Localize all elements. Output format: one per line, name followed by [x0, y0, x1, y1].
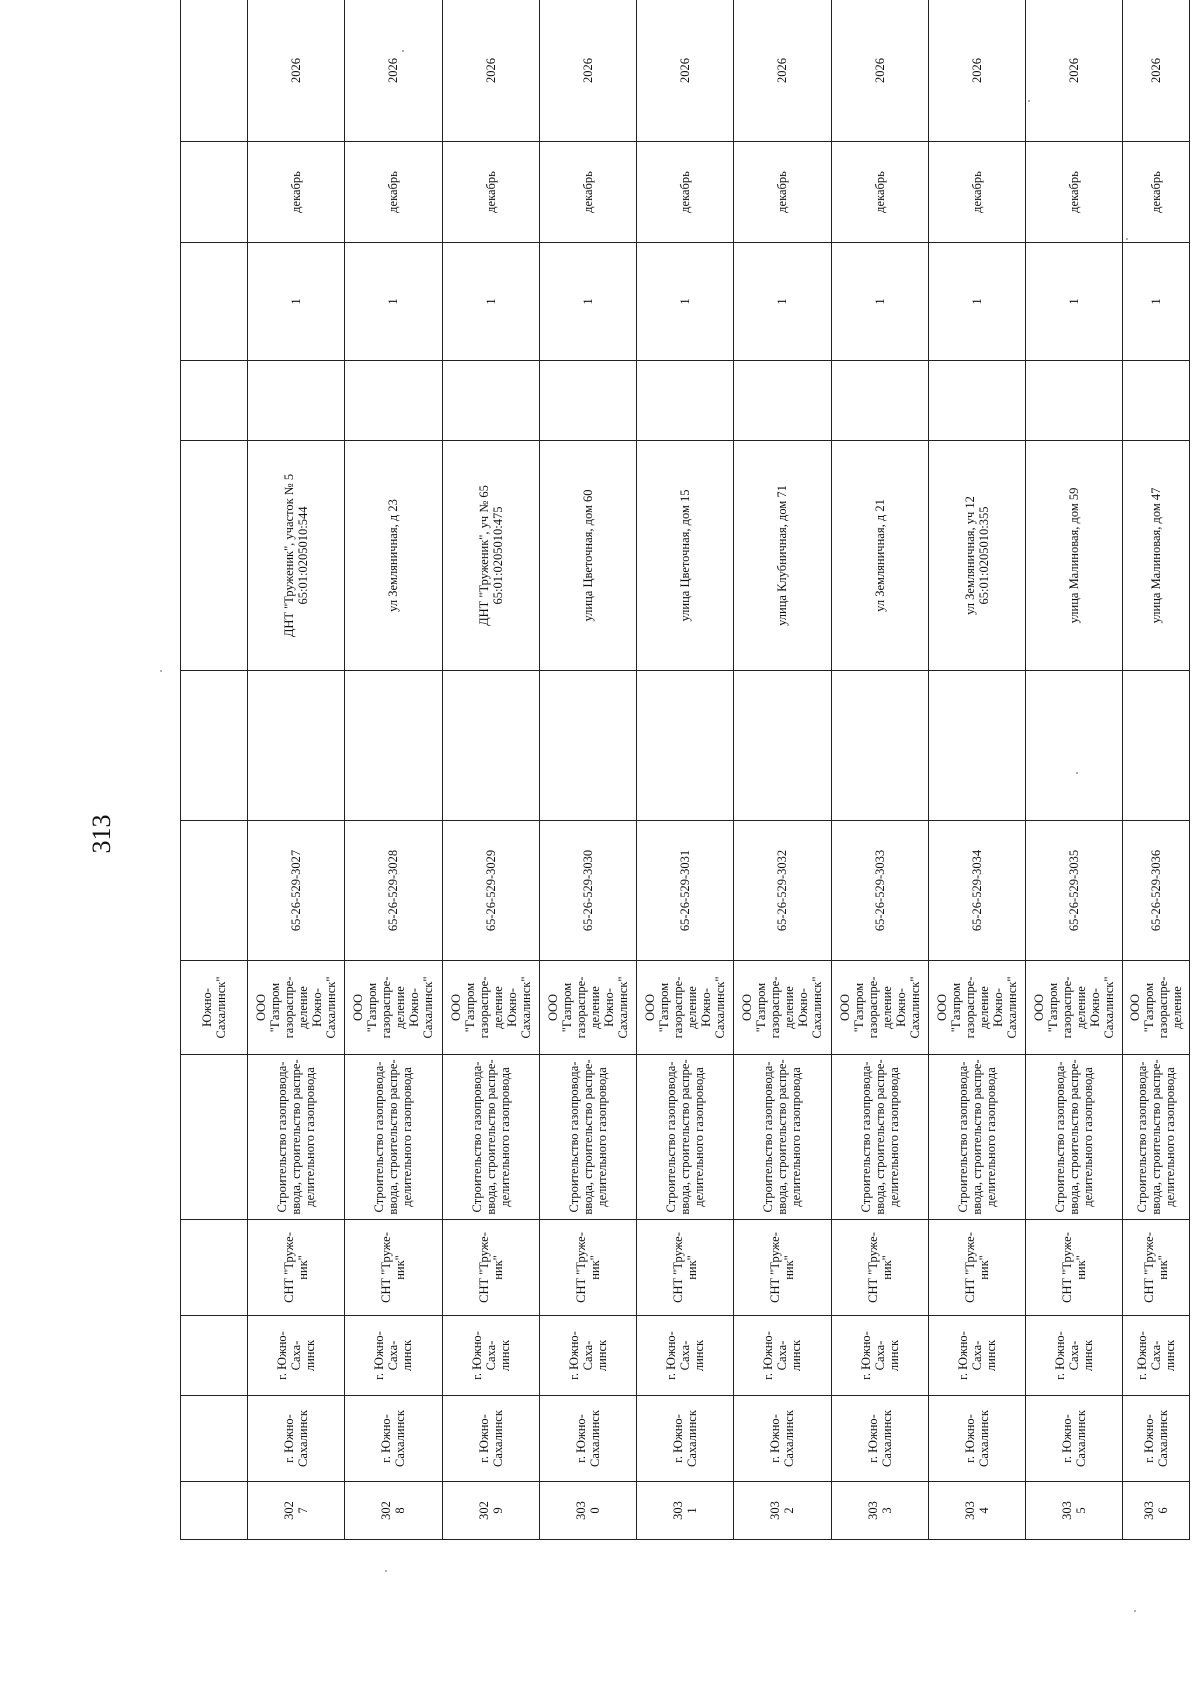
month-cell: декабрь [248, 142, 345, 243]
month-cell: декабрь [442, 142, 539, 243]
month-cell: декабрь [637, 142, 734, 243]
district-cell: г. Южно- Сахалинск [345, 1396, 442, 1482]
table-row [1026, 0, 1123, 1540]
row-number: 303 2 [734, 1482, 831, 1540]
city-cell: г. Южно- Саха- линск [248, 1316, 345, 1396]
year-cell: 2026 [1123, 0, 1190, 142]
row-number: 303 3 [831, 1482, 928, 1540]
work-description-cell: Строительство газопровода- ввода, строительство распре- делительного газопровода [831, 1055, 928, 1220]
district-cell: г. Южно- Сахалинск [539, 1396, 636, 1482]
registry-code-cell: 65-26-529-3035 [1026, 821, 1123, 961]
row-number: 303 5 [1026, 1482, 1123, 1540]
city-cell: г. Южно- Саха- линск [442, 1316, 539, 1396]
blank-cell [345, 361, 442, 441]
district-cell: г. Южно- Сахалинск [734, 1396, 831, 1482]
address-cell: ДНТ "Труженик", участок № 5 65:01:0205010:544 [248, 441, 345, 671]
district-cell: г. Южно- Сахалинск [831, 1396, 928, 1482]
city-cell: г. Южно- Саха- линск [831, 1316, 928, 1396]
extra-cell [248, 671, 345, 821]
registry-code-cell: 65-26-529-3027 [248, 821, 345, 961]
work-description-cell: Строительство газопровода- ввода, строительство распре- делительного газопровода [539, 1055, 636, 1220]
organization-cell: СНТ "Труже- ник" [637, 1220, 734, 1316]
extra-cell [1123, 671, 1190, 821]
table-row [539, 0, 636, 1540]
blank-cell [442, 361, 539, 441]
registry-code-cell: 65-26-529-3028 [345, 821, 442, 961]
executor-cell: ООО "Газпром газораспре- деление Южно- Сахалинск" [734, 961, 831, 1055]
blank-cell [248, 361, 345, 441]
district-cell: г. Южно- Сахалинск [928, 1396, 1025, 1482]
district-cell: г. Южно- Сахалинск [1123, 1396, 1190, 1482]
quantity-cell: 1 [1123, 243, 1190, 361]
organization-cell: СНТ "Труже- ник" [734, 1220, 831, 1316]
extra-cell [1026, 671, 1123, 821]
quantity-cell: 1 [734, 243, 831, 361]
address-cell: улица Малиновая, дом 59 [1026, 441, 1123, 671]
row-number: 303 6 [1123, 1482, 1190, 1540]
registry-code-cell: 65-26-529-3029 [442, 821, 539, 961]
registry-code-cell: 65-26-529-3030 [539, 821, 636, 961]
extra-cell [345, 671, 442, 821]
city-cell: г. Южно- Саха- линск [928, 1316, 1025, 1396]
table-row [734, 0, 831, 1540]
quantity-cell: 1 [539, 243, 636, 361]
extra-cell [734, 671, 831, 821]
registry-code-cell: 65-26-529-3034 [928, 821, 1025, 961]
quantity-cell: 1 [928, 243, 1025, 361]
year-cell: 2026 [928, 0, 1025, 142]
scan-speck [385, 1570, 387, 1572]
scan-speck [1076, 772, 1078, 774]
month-cell: декабрь [831, 142, 928, 243]
work-description-cell: Строительство газопровода- ввода, строительство распре- делительного газопровода [734, 1055, 831, 1220]
extra-cell [928, 671, 1025, 821]
address-cell: ДНТ "Труженик", уч № 65 65:01:0205010:475 [442, 441, 539, 671]
year-cell: 2026 [734, 0, 831, 142]
organization-cell: СНТ "Труже- ник" [831, 1220, 928, 1316]
city-cell: г. Южно- Саха- линск [734, 1316, 831, 1396]
rotated-table-wrapper [180, 0, 1190, 1540]
quantity-cell: 1 [831, 243, 928, 361]
scan-speck [1028, 100, 1030, 102]
organization-cell: СНТ "Труже- ник" [1123, 1220, 1190, 1316]
organization-cell: СНТ "Труже- ник" [539, 1220, 636, 1316]
address-cell: улица Малиновая, дом 47 [1123, 441, 1190, 671]
blank-cell [831, 361, 928, 441]
row-number: 302 8 [345, 1482, 442, 1540]
district-cell: г. Южно- Сахалинск [637, 1396, 734, 1482]
table-row [248, 0, 345, 1540]
month-cell: декабрь [345, 142, 442, 243]
quantity-cell: 1 [442, 243, 539, 361]
address-cell: улица Клубничная, дом 71 [734, 441, 831, 671]
quantity-cell: 1 [345, 243, 442, 361]
year-cell: 2026 [831, 0, 928, 142]
address-cell: ул Земляничная, д 23 [345, 441, 442, 671]
work-description-cell: Строительство газопровода- ввода, строительство распре- делительного газопровода [345, 1055, 442, 1220]
organization-cell: СНТ "Труже- ник" [1026, 1220, 1123, 1316]
blank-cell [1123, 361, 1190, 441]
row-number: 302 9 [442, 1482, 539, 1540]
city-cell: г. Южно- Саха- линск [345, 1316, 442, 1396]
address-cell: улица Цветочная, дом 15 [637, 441, 734, 671]
scan-speck [160, 670, 162, 672]
blank-cell [928, 361, 1025, 441]
extra-cell [442, 671, 539, 821]
address-cell: улица Цветочная, дом 60 [539, 441, 636, 671]
blank-cell [637, 361, 734, 441]
work-description-cell: Строительство газопровода- ввода, строительство распре- делительного газопровода [442, 1055, 539, 1220]
executor-cell: ООО "Газпром газораспре- деление Южно- Сахалинск" [928, 961, 1025, 1055]
blank-cell [734, 361, 831, 441]
table-row [928, 0, 1025, 1540]
executor-cell: ООО "Газпром газораспре- деление Южно- Сахалинск" [248, 961, 345, 1055]
month-cell: декабрь [928, 142, 1025, 243]
executor-cell: ООО "Газпром газораспре- деление Южно- Сахалинск" [345, 961, 442, 1055]
district-cell: г. Южно- Сахалинск [248, 1396, 345, 1482]
year-cell: 2026 [442, 0, 539, 142]
scan-speck [402, 50, 404, 52]
quantity-cell: 1 [1026, 243, 1123, 361]
city-cell: г. Южно- Саха- линск [637, 1316, 734, 1396]
organization-cell: СНТ "Труже- ник" [345, 1220, 442, 1316]
table-body [181, 0, 1190, 1540]
executor-cell: ООО "Газпром газораспре- деление Южно- Сахалинск" [442, 961, 539, 1055]
year-cell: 2026 [539, 0, 636, 142]
row-number: 303 1 [637, 1482, 734, 1540]
registry-code-cell: 65-26-529-3036 [1123, 821, 1190, 961]
row-number: 302 7 [248, 1482, 345, 1540]
year-cell: 2026 [345, 0, 442, 142]
executor-cell: ООО "Газпром газораспре- деление Южно- Сахалинск" [1026, 961, 1123, 1055]
month-cell: декабрь [539, 142, 636, 243]
registry-code-cell: 65-26-529-3033 [831, 821, 928, 961]
quantity-cell: 1 [248, 243, 345, 361]
city-cell: г. Южно- Саха- линск [539, 1316, 636, 1396]
address-cell: ул Земляничная, д 21 [831, 441, 928, 671]
quantity-cell: 1 [637, 243, 734, 361]
scan-speck [1134, 1610, 1136, 1612]
header-fragment-row [181, 0, 248, 1540]
blank-cell [539, 361, 636, 441]
extra-cell [831, 671, 928, 821]
registry-table [180, 0, 1190, 1540]
executor-cell: ООО "Газпром газораспре- деление Южно- Сахалинск" [637, 961, 734, 1055]
row-number: 303 4 [928, 1482, 1025, 1540]
work-description-cell: Строительство газопровода- ввода, строительство распре- делительного газопровода [1123, 1055, 1190, 1220]
executor-cell: ООО "Газпром газораспре- деление Южно- Сахалинск" [831, 961, 928, 1055]
organization-cell: СНТ "Труже- ник" [928, 1220, 1025, 1316]
extra-cell [539, 671, 636, 821]
year-cell: 2026 [1026, 0, 1123, 142]
extra-cell [637, 671, 734, 821]
district-cell: г. Южно- Сахалинск [442, 1396, 539, 1482]
registry-code-cell: 65-26-529-3031 [637, 821, 734, 961]
city-cell: г. Южно- Саха- линск [1123, 1316, 1190, 1396]
header-fragment: Южно- Сахалинск" [181, 961, 248, 1055]
month-cell: декабрь [1123, 142, 1190, 243]
work-description-cell: Строительство газопровода- ввода, строительство распре- делительного газопровода [928, 1055, 1025, 1220]
executor-cell: ООО "Газпром газораспре- деление [1123, 961, 1190, 1055]
address-cell: ул Земляничная, уч 12 65:01:0205010:355 [928, 441, 1025, 671]
year-cell: 2026 [248, 0, 345, 142]
year-cell: 2026 [637, 0, 734, 142]
scan-speck [1126, 238, 1128, 240]
work-description-cell: Строительство газопровода- ввода, строительство распре- делительного газопровода [1026, 1055, 1123, 1220]
district-cell: г. Южно- Сахалинск [1026, 1396, 1123, 1482]
month-cell: декабрь [1026, 142, 1123, 243]
page-number: 313 [87, 814, 116, 854]
month-cell: декабрь [734, 142, 831, 243]
table-row [1123, 0, 1190, 1540]
blank-cell [1026, 361, 1123, 441]
table-row [345, 0, 442, 1540]
registry-code-cell: 65-26-529-3032 [734, 821, 831, 961]
city-cell: г. Южно- Саха- линск [1026, 1316, 1123, 1396]
table-row [442, 0, 539, 1540]
table-row [637, 0, 734, 1540]
organization-cell: СНТ "Труже- ник" [442, 1220, 539, 1316]
work-description-cell: Строительство газопровода- ввода, строительство распре- делительного газопровода [637, 1055, 734, 1220]
executor-cell: ООО "Газпром газораспре- деление Южно- Сахалинск" [539, 961, 636, 1055]
work-description-cell: Строительство газопровода- ввода, строительство распре- делительного газопровода [248, 1055, 345, 1220]
organization-cell: СНТ "Труже- ник" [248, 1220, 345, 1316]
table-row [831, 0, 928, 1540]
row-number: 303 0 [539, 1482, 636, 1540]
